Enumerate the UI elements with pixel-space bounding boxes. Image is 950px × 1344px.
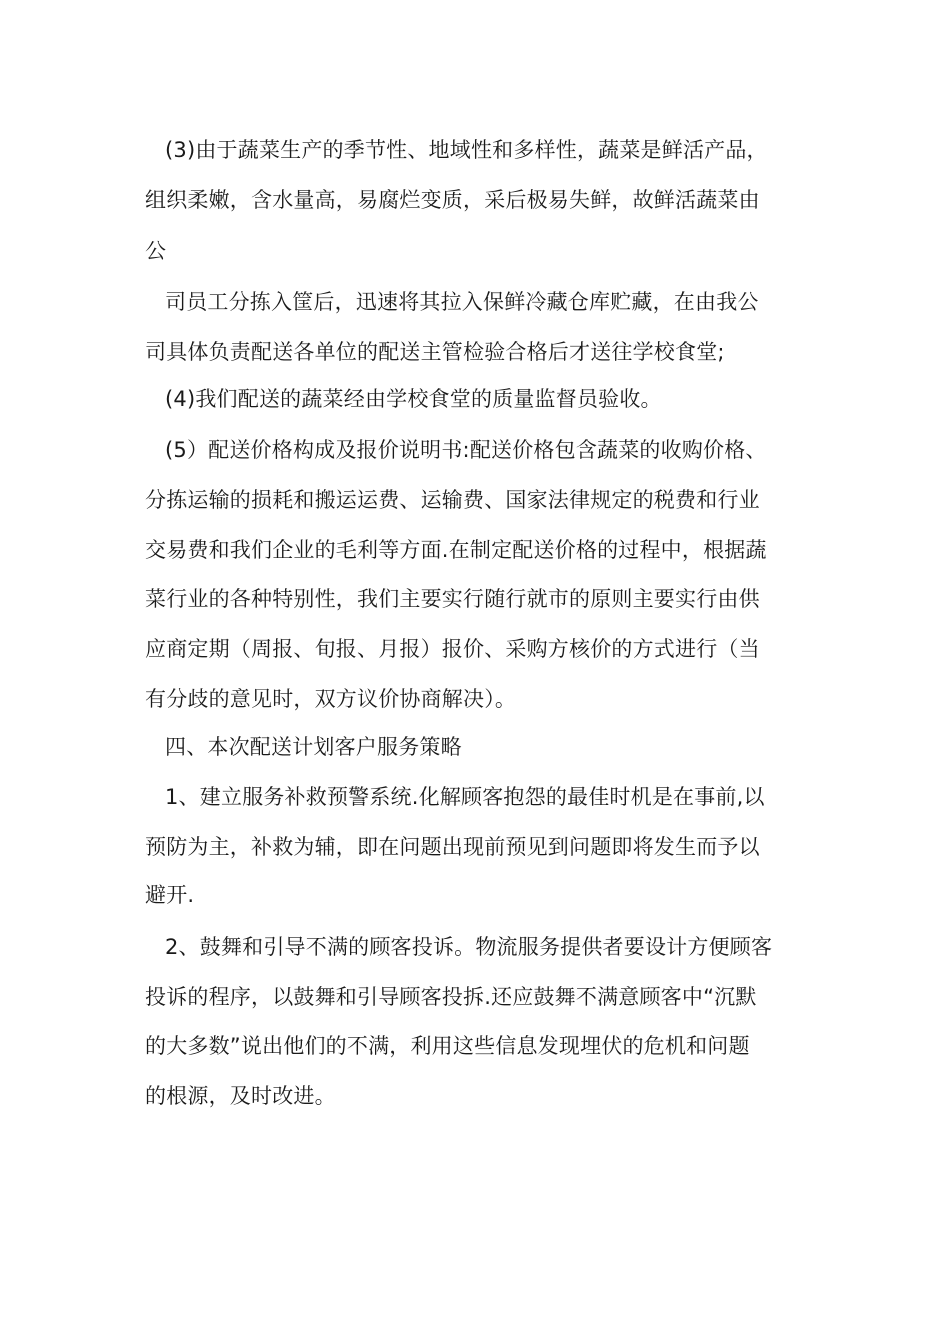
paragraph-5-line-4: 菜行业的各种特别性，我们主要实行随行就市的原则主要实行由供 bbox=[145, 587, 760, 611]
item-2-line-4: 的根源，及时改进。 bbox=[145, 1084, 336, 1108]
item-2-line-2: 投诉的程序，以鼓舞和引导顾客投拆.还应鼓舞不满意顾客中“沉默 bbox=[145, 985, 757, 1009]
paragraph-3-line-1: (3)由于蔬菜生产的季节性、地域性和多样性，蔬菜是鲜活产品， bbox=[165, 138, 768, 162]
paragraph-5-line-3: 交易费和我们企业的毛利等方面.在制定配送价格的过程中，根据蔬 bbox=[145, 538, 767, 562]
paragraph-5-line-5: 应商定期（周报、旬报、月报）报价、采购方核价的方式进行（当 bbox=[145, 637, 760, 661]
paragraph-5-line-2: 分拣运输的损耗和搬运运费、运输费、国家法律规定的税费和行业 bbox=[145, 488, 760, 512]
section-heading: 四、本次配送计划客户服务策略 bbox=[165, 735, 462, 759]
item-1-line-2: 预防为主，补救为辅，即在问题出现前预见到问题即将发生而予以 bbox=[145, 835, 760, 859]
paragraph-5-line-6: 有分歧的意见时，双方议价协商解决）。 bbox=[145, 687, 517, 711]
item-2-line-3: 的大多数”说出他们的不满，利用这些信息发现埋伏的危机和问题 bbox=[145, 1034, 750, 1058]
item-1-line-1: 1、建立服务补救预警系统.化解顾客抱怨的最佳时机是在事前,以 bbox=[165, 785, 765, 809]
paragraph-3-line-3: 公 bbox=[145, 239, 167, 263]
paragraph-3-line-2: 组织柔嫩，含水量高，易腐烂变质，采后极易失鲜，故鲜活蔬菜由 bbox=[145, 188, 760, 212]
item-1-line-3: 避开. bbox=[145, 883, 195, 907]
item-2-line-1: 2、鼓舞和引导不满的顾客投诉。物流服务提供者要设计方便顾客 bbox=[165, 935, 773, 959]
paragraph-5-line-1: (5）配送价格构成及报价说明书:配送价格包含蔬菜的收购价格、 bbox=[165, 438, 767, 462]
paragraph-3-line-5: 司具体负责配送各单位的配送主管检验合格后才送往学校食堂; bbox=[145, 340, 725, 364]
paragraph-4-line-1: (4)我们配送的蔬菜经由学校食堂的质量监督员验收。 bbox=[165, 387, 662, 411]
paragraph-3-line-4: 司员工分拣入筐后，迅速将其拉入保鲜冷藏仓库贮藏，在由我公 bbox=[165, 290, 759, 314]
